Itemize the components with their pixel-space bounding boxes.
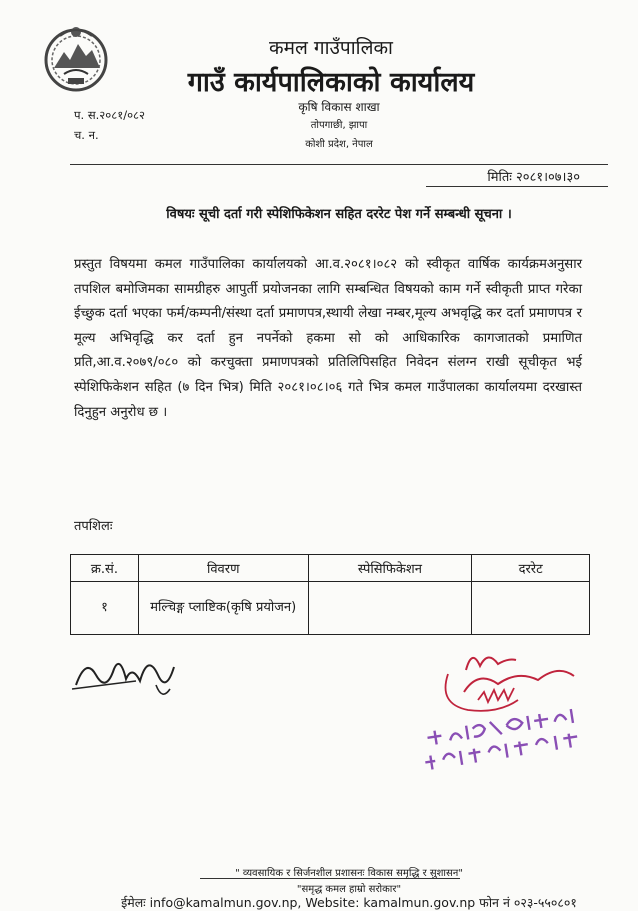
table-row	[71, 582, 590, 635]
items-table	[70, 554, 590, 635]
footer-contact: ईमेलः info@kamalmun.gov.np, Website: kamalmun.gov.np फोन नं ०२३-५५०८०१	[121, 895, 577, 910]
header-divider	[70, 164, 608, 165]
letter-number: प. स.२०८१/०८२	[74, 108, 146, 122]
col-header-description: विवरण	[138, 555, 308, 582]
subject-line: विषयः सूची दर्ता गरी स्पेशिफिकेशन सहित दररेट पेश गर्ने सम्बन्धी सूचना ।	[166, 207, 512, 222]
cell-description: मल्चिङ्ग प्लाष्टिक(कृषि प्रयोजन)	[138, 582, 308, 635]
footer-motto: " व्यवसायिक र सिर्जनशील प्रशासनः विकास समृद्धि र सुशासन"	[235, 868, 463, 879]
branch-name: कृषि विकास शाखा	[298, 100, 380, 114]
dispatch-number: च. न.	[74, 128, 99, 142]
col-header-specification: स्पेसिफिकेशन	[308, 555, 472, 582]
office-province: कोशी प्रदेश, नेपाल	[305, 139, 373, 150]
col-header-serial: क्र.सं.	[71, 555, 139, 582]
official-stamp-icon	[408, 640, 598, 780]
footer-slogan: "समृद्ध कमल हाम्रो सरोकार"	[296, 884, 402, 895]
cell-rate	[472, 582, 590, 635]
footer-divider	[200, 878, 460, 879]
office-location: तोपगाछी, झापा	[310, 120, 368, 131]
cell-serial: १	[71, 582, 139, 635]
signature-left-icon	[66, 645, 186, 705]
municipality-name: कमल गाउँपालिका	[269, 37, 393, 59]
col-header-rate: दररेट	[472, 555, 590, 582]
notice-body: प्रस्तुत विषयमा कमल गाउँपालिका कार्यालयको आ.व.२०८१।०८२ को स्वीकृत वार्षिक कार्यक्रमअनुसार तपशिल बमोजिमका सामग्रीहरु आपुर्ती प्रयोजनका लागि सम्बन्धित विषयको काम गर्ने स्वीकृती प्राप्त गरेका ईच्छुक दर्ता भएका फर्म/कम्पनी/संस्था दर्ता प्रमाणपत्र,स्थायी लेखा नम्बर,मूल्य अभवृद्धि कर दर्ता प्रमाणपत्र र मूल्य अभिवृद्धि कर दर्ता हुन नपर्नेको हकमा सो को आधिकारिक कागजातको प्रमाणित प्रति,आ.व.२०७९/०८० को करचुक्ता प्रमाणपत्रको प्रतिलिपिसहित निवेदन संलग्न राखी सूचीकृत भई स्पेशिफिकेशन सहित (७ दिन भित्र) मिति २०८१।०८।०६ गते भित्र कमल गाउँपालका कार्यालयमा दरखास्त दिनुहुन अनुरोध छ ।	[74, 257, 582, 420]
details-label: तपशिलः	[74, 519, 113, 534]
office-title: गाउँ कार्यपालिकाको कार्यालय	[187, 67, 475, 98]
table-header-row	[71, 555, 590, 582]
date-underline	[426, 186, 608, 187]
letter-date: मितिः २०८१।०७।३०	[487, 170, 580, 185]
cell-specification	[308, 582, 472, 635]
